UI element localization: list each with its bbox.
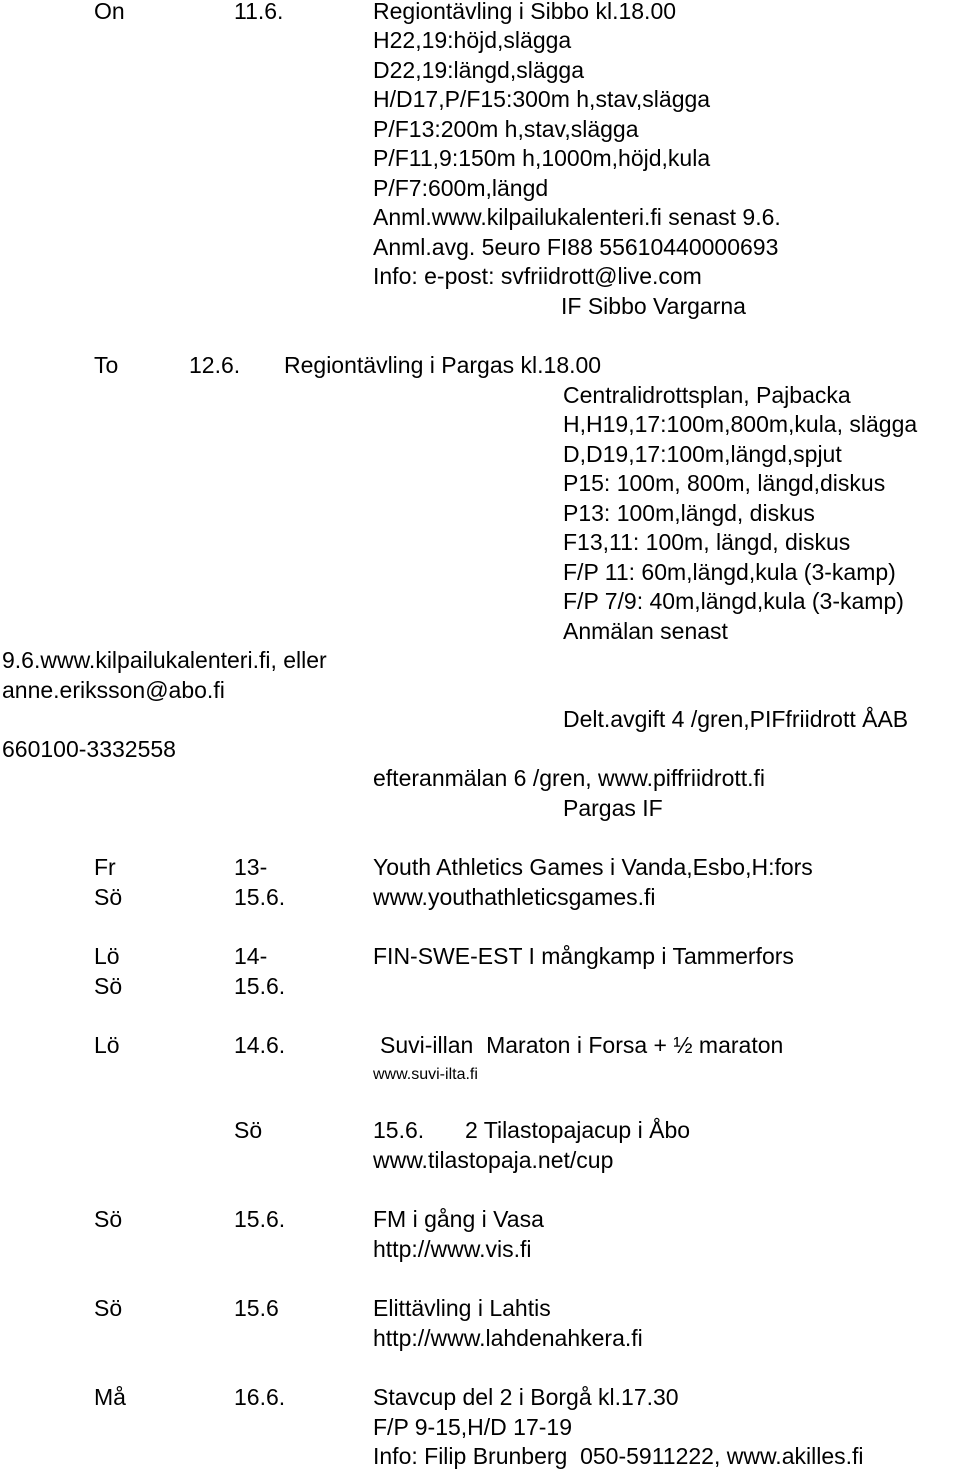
event-link[interactable]: www.youthathleticsgames.fi (373, 884, 656, 910)
event-link[interactable]: http://www.vis.fi (373, 1236, 532, 1262)
event-title: Regiontävling i Pargas kl.18.00 (284, 352, 602, 378)
event-date: 15.6. (373, 1117, 425, 1143)
event-detail: D,D19,17:100m,längd,spjut (563, 441, 842, 467)
event-link[interactable]: http://www.lahdenahkera.fi (373, 1325, 643, 1351)
event-detail: F/P 7/9: 40m,längd,kula (3-kamp) (563, 588, 904, 614)
event-date: 16.6. (234, 1384, 286, 1410)
event-date: 15.6 (234, 1295, 279, 1321)
event-day: Må (94, 1384, 126, 1410)
event-detail: H22,19:höjd,slägga (373, 27, 572, 53)
event-date: 14- (234, 943, 268, 969)
event-detail: Anmälan senast (563, 618, 728, 644)
event-detail: H,H19,17:100m,800m,kula, slägga (563, 411, 918, 437)
event-detail: F/P 11: 60m,längd,kula (3-kamp) (563, 559, 896, 585)
event-detail: P15: 100m, 800m, längd,diskus (563, 470, 886, 496)
event-detail: D22,19:längd,slägga (373, 57, 584, 83)
event-date: 13- (234, 854, 268, 880)
registration-info: 9.6.www.kilpailukalenteri.fi, eller (2, 647, 327, 673)
event-day: On (94, 0, 125, 24)
event-date: 11.6. (234, 0, 284, 24)
event-date-end: 15.6. (234, 884, 286, 910)
registration-account: 660100-3332558 (2, 736, 176, 762)
event-title: Stavcup del 2 i Borgå kl.17.30 (373, 1384, 679, 1410)
event-detail: H/D17,P/F15:300m h,stav,slägga (373, 86, 711, 112)
event-detail: F13,11: 100m, längd, diskus (563, 529, 851, 555)
event-organizer: IF Sibbo Vargarna (561, 293, 746, 319)
event-title: Suvi-illan Maraton i Forsa + ½ maraton (380, 1032, 784, 1058)
event-day: To (94, 352, 119, 378)
event-detail: Anml.avg. 5euro FI88 55610440000693 (373, 234, 779, 260)
event-date: 12.6. (189, 352, 241, 378)
event-day: Lö (94, 943, 120, 969)
event-day: Sö (234, 1117, 263, 1143)
event-detail: P/F7:600m,längd (373, 175, 549, 201)
event-link[interactable]: www.suvi-ilta.fi (373, 1066, 478, 1083)
event-date: 14.6. (234, 1032, 286, 1058)
event-detail: P13: 100m,längd, diskus (563, 500, 815, 526)
event-day-end: Sö (94, 973, 123, 999)
event-day: Fr (94, 854, 116, 880)
event-day-end: Sö (94, 884, 123, 910)
event-title: Youth Athletics Games i Vanda,Esbo,H:fors (373, 854, 813, 880)
event-day: Lö (94, 1032, 120, 1058)
registration-email: anne.eriksson@abo.fi (2, 677, 225, 703)
event-detail: P/F11,9:150m h,1000m,höjd,kula (373, 145, 711, 171)
event-date-end: 15.6. (234, 973, 286, 999)
event-detail: Info: Filip Brunberg 050-5911222, www.akilles.fi (373, 1443, 864, 1469)
event-day: Sö (94, 1295, 123, 1321)
event-title: FIN-SWE-EST I mångkamp i Tammerfors (373, 943, 794, 969)
event-title: Regiontävling i Sibbo kl.18.00 (373, 0, 677, 24)
event-late-fee: efteranmälan 6 /gren, www.piffriidrott.fi (373, 765, 766, 791)
event-detail: Centralidrottsplan, Pajbacka (563, 382, 851, 408)
event-detail: Info: e-post: svfriidrott@live.com (373, 263, 702, 289)
event-detail: P/F13:200m h,stav,slägga (373, 116, 639, 142)
event-title: 2 Tilastopajacup i Åbo (465, 1117, 691, 1143)
event-title: Elittävling i Lahtis (373, 1295, 551, 1321)
event-fee: Delt.avgift 4 /gren,PIFfriidrott ÅAB (563, 706, 909, 732)
event-title: FM i gång i Vasa (373, 1206, 544, 1232)
event-day: Sö (94, 1206, 123, 1232)
event-organizer: Pargas IF (563, 795, 663, 821)
event-link[interactable]: www.tilastopaja.net/cup (373, 1147, 614, 1173)
event-detail: Anml.www.kilpailukalenteri.fi senast 9.6. (373, 204, 781, 230)
event-detail: F/P 9-15,H/D 17-19 (373, 1414, 573, 1440)
event-date: 15.6. (234, 1206, 286, 1232)
